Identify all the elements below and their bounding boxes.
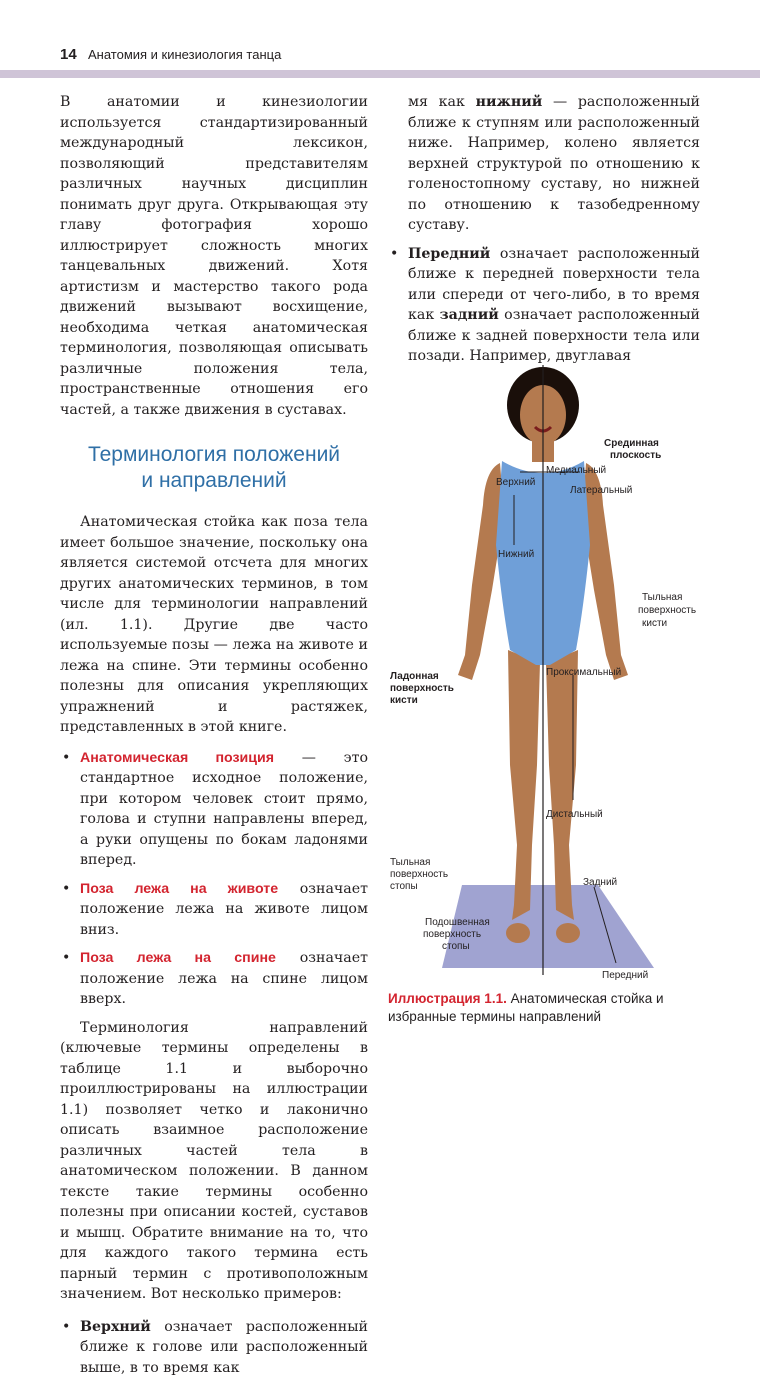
section-title-line1: Терминология положений	[87, 443, 341, 466]
positions-list	[60, 748, 368, 1010]
text-fragment: мя как	[408, 94, 476, 110]
text-fragment: — расположенный ближе к ступням или расположенный ниже. Например, колено является верхней структурой по отношению к голеностопному суставу, но нижней по отношению к тазобедренному суставу.	[408, 94, 701, 233]
label-palmar-1: Ладонная	[390, 671, 439, 682]
label-dorsal-hand-2: поверхность	[638, 605, 697, 616]
label-palmar-2: поверхность	[390, 683, 454, 694]
caption-text: Анатомическая стойка и избранные термины направлений	[388, 991, 664, 1024]
continued-paragraph	[388, 92, 700, 236]
left-column	[60, 92, 368, 1386]
label-median-plane-1: Срединная	[604, 438, 659, 449]
directions-list	[60, 1317, 368, 1379]
term-definition: означает положение лежа на спине лицом вверх.	[80, 950, 368, 1007]
figure-caption	[388, 990, 708, 1026]
label-proximal: Проксимальный	[546, 667, 622, 678]
label-superior: Верхний	[496, 477, 536, 488]
label-plantar-1: Подошвенная	[425, 917, 490, 928]
term-prone: Поза лежа на животе	[80, 880, 279, 897]
anatomical-stance-paragraph: Анатомическая стойка как поза тела имеет большое значение, поскольку она является системой отсчета для многих других анатомических терминов, в том числе для терминологии направлений (ил. 1.1). Другие две часто используемые позы — лежа на животе и лежа на спине. Эти термины особенно полезны для описания укрепляющих упражнений и растяжек, представленных в этой книге.	[60, 514, 368, 735]
label-distal: Дистальный	[546, 809, 603, 820]
list-item	[60, 748, 368, 871]
caption-label: Иллюстрация 1.1.	[388, 991, 507, 1006]
term-definition: — это стандартное исходное положение, при котором человек стоит прямо, голова и ступни направлены вперед, а руки опущены по бокам ладонями вперед.	[80, 749, 368, 868]
label-palmar-3: кисти	[390, 695, 418, 706]
label-dorsal-hand-1: Тыльная	[642, 592, 683, 603]
label-dorsal-foot-1: Тыльная	[390, 857, 431, 868]
label-dorsal-foot-2: поверхность	[390, 869, 449, 880]
term-posterior: задний	[439, 307, 499, 323]
right-column	[388, 92, 700, 375]
label-medial: Медиальный	[546, 465, 607, 476]
text-fragment: означает расположенный ближе к передней поверхности тела или спереди от чего-либо, в то время как	[408, 245, 700, 323]
intro-paragraph: В анатомии и кинезиологии используется стандартизированный международный лексикон, позволяющий представителям различных научных дисциплин понимать друг друга. Открывающая эту главу фотография хорошо иллюстрирует сложность многих танцевальных движений. Хотя артистизм и мастерство такого рода движений вызывают восхищение, необходима четкая анатомическая терминология, позволяющая описывать различные положения тела, пространственные отношения его частей, а также движения в суставах.	[60, 94, 368, 418]
term-definition: означает положение лежа на животе лицом вниз.	[80, 880, 368, 938]
label-plantar-3: стопы	[442, 941, 470, 952]
text-fragment: означает расположенный ближе к задней поверхности тела или позади. Например, двуглавая	[408, 307, 700, 364]
section-title	[60, 442, 368, 494]
section-title-line2: и направлений	[141, 469, 287, 492]
label-lateral: Латеральный	[570, 485, 633, 496]
label-median-plane-2: плоскость	[610, 450, 662, 461]
page-header	[0, 0, 760, 80]
term-inferior: нижний	[475, 94, 543, 110]
label-anterior: Передний	[602, 970, 649, 981]
term-definition: означает расположенный ближе к голове или расположенный выше, в то время как	[80, 1318, 368, 1376]
anatomical-figure	[380, 345, 760, 985]
label-dorsal-hand-3: кисти	[642, 618, 668, 629]
list-item	[60, 879, 368, 941]
label-posterior: Задний	[583, 877, 618, 888]
term-superior: Верхний	[80, 1318, 151, 1335]
term-supine: Поза лежа на спине	[80, 950, 276, 966]
label-inferior: Нижний	[498, 549, 535, 560]
term-anterior: Передний	[408, 245, 491, 262]
directions-paragraph: Терминология направлений (ключевые термины определены в таблице 1.1 и выборочно проиллюстрированы на иллюстрации 1.1) позволяет четко и лаконично описать взаимное расположение различных частей тела в анатомическом положении. В данном тексте такие термины особенно полезны при описании костей, суставов и мышц. Обратите внимание на то, что для каждого такого термина есть парный термин с противоположным значением. Вот несколько примеров:	[60, 1019, 368, 1302]
list-item	[60, 948, 368, 1010]
label-dorsal-foot-3: стопы	[390, 881, 418, 892]
header-rule	[0, 70, 760, 78]
running-title: Анатомия и кинезиология танца	[88, 47, 282, 62]
page-number: 14	[60, 46, 77, 63]
list-item	[60, 1317, 368, 1379]
label-plantar-2: поверхность	[423, 929, 482, 940]
term-anatomical-position: Анатомическая позиция	[80, 749, 274, 766]
